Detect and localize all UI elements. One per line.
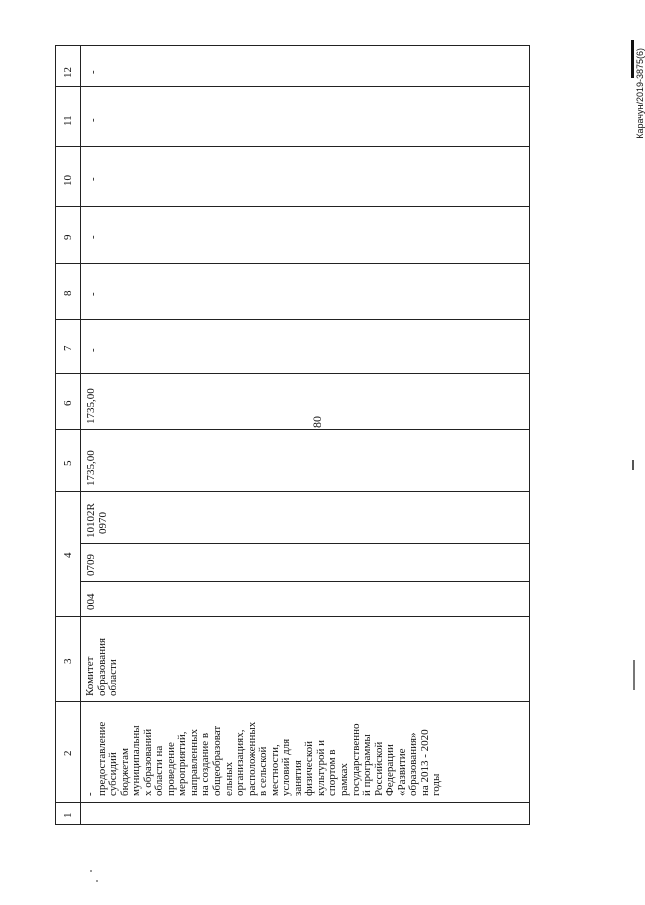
col2-line: рамках (338, 763, 351, 796)
col-sep-3-2 (56, 701, 529, 702)
col2-line: условий для (280, 738, 293, 796)
col-sep-6-5 (56, 429, 529, 430)
col2-dash: - (84, 792, 96, 796)
col2-line: направленных (187, 729, 200, 796)
scan-dot (96, 880, 98, 882)
col-sep-4-3 (56, 616, 529, 617)
col2-line: на создание в (199, 732, 212, 796)
col2-line: физической (303, 741, 316, 796)
col2-line: спортом в (326, 749, 339, 796)
header-separator (80, 46, 81, 824)
col2-line: мероприятий, (176, 731, 189, 796)
col2-line: муниципальны (130, 725, 143, 796)
col-sep-10-9 (56, 206, 529, 207)
col2-text (97, 722, 443, 796)
col3-line: образования (95, 637, 108, 696)
col2-line: ельных (222, 761, 235, 796)
col2-line: «Развитие (395, 748, 408, 796)
col2-line: годы (430, 773, 443, 796)
rotated-table (55, 45, 530, 825)
col2-line: области на (153, 745, 166, 796)
col11-value: - (87, 118, 99, 122)
col4c-line: 10102R (85, 503, 97, 538)
page-number: 80 (310, 416, 324, 428)
col4c-cell (86, 503, 109, 538)
header-col-8: 8 (62, 290, 74, 296)
col-sep-7-6 (56, 373, 529, 374)
col4a-cell: 004 (85, 593, 97, 610)
col2-line: на 2013 - 2020 (418, 729, 431, 796)
col2-line: х образований (141, 728, 154, 796)
col2-line: культурой и (314, 740, 327, 796)
header-col-2: 2 (62, 750, 74, 756)
col2-line: занятия (291, 760, 304, 796)
col3-line: области (107, 659, 120, 696)
header-col-12: 12 (62, 67, 74, 78)
col8-value: - (87, 292, 99, 296)
col-sep-11-10 (56, 146, 529, 147)
col-sep-2-1 (56, 802, 529, 803)
col5-value: 1735,00 (85, 450, 97, 486)
col2-line: предоставление (95, 721, 108, 796)
header-col-10: 10 (62, 175, 74, 186)
col2-line: организациях, (234, 729, 247, 796)
col2-line: Федерации (384, 744, 397, 796)
col2-line: общеобразоват (211, 725, 224, 796)
col3-cell (85, 638, 120, 696)
col2-line: местности, (268, 744, 281, 796)
header-col-6: 6 (62, 400, 74, 406)
col2-line: расположенных (245, 721, 258, 796)
col4b-cell: 0709 (85, 554, 97, 576)
col7-value: - (87, 348, 99, 352)
header-col-11: 11 (62, 115, 74, 126)
col2-line: Российской (372, 741, 385, 796)
col2-line: в сельской (257, 746, 270, 796)
col4c-line: 0970 (96, 512, 109, 534)
col3-line: Комитет (84, 656, 96, 696)
header-col-4: 4 (62, 552, 74, 558)
col2-line: проведение (164, 742, 177, 796)
header-col-9: 9 (62, 234, 74, 240)
col2-line: образования» (407, 732, 420, 796)
col2-line: субсидий (107, 752, 120, 796)
header-col-7: 7 (62, 345, 74, 351)
col-sep-4b-4a (81, 581, 529, 582)
col-sep-8-7 (56, 319, 529, 320)
col-sep-9-8 (56, 263, 529, 264)
col2-line: государственно (349, 723, 362, 796)
col9-value: - (87, 235, 99, 239)
scan-mark-middle (632, 460, 634, 470)
scan-mark-bottom (633, 660, 635, 690)
header-col-1: 1 (62, 812, 74, 818)
col-sep-12-11 (56, 86, 529, 87)
col6-value: 1735,00 (85, 388, 97, 424)
col2-line: й программы (361, 734, 374, 796)
header-col-3: 3 (62, 658, 74, 664)
col2-cell (85, 722, 443, 796)
col10-value: - (87, 177, 99, 181)
document-code: Карачун/2019-3875(6) (635, 48, 645, 139)
header-col-5: 5 (62, 460, 74, 466)
col-sep-4c-4b (81, 543, 529, 544)
col2-line: бюджетам (118, 748, 131, 796)
col12-value: - (87, 70, 99, 74)
col-sep-5-4 (56, 491, 529, 492)
scan-dot (90, 870, 92, 872)
scan-mark-top (631, 40, 634, 78)
